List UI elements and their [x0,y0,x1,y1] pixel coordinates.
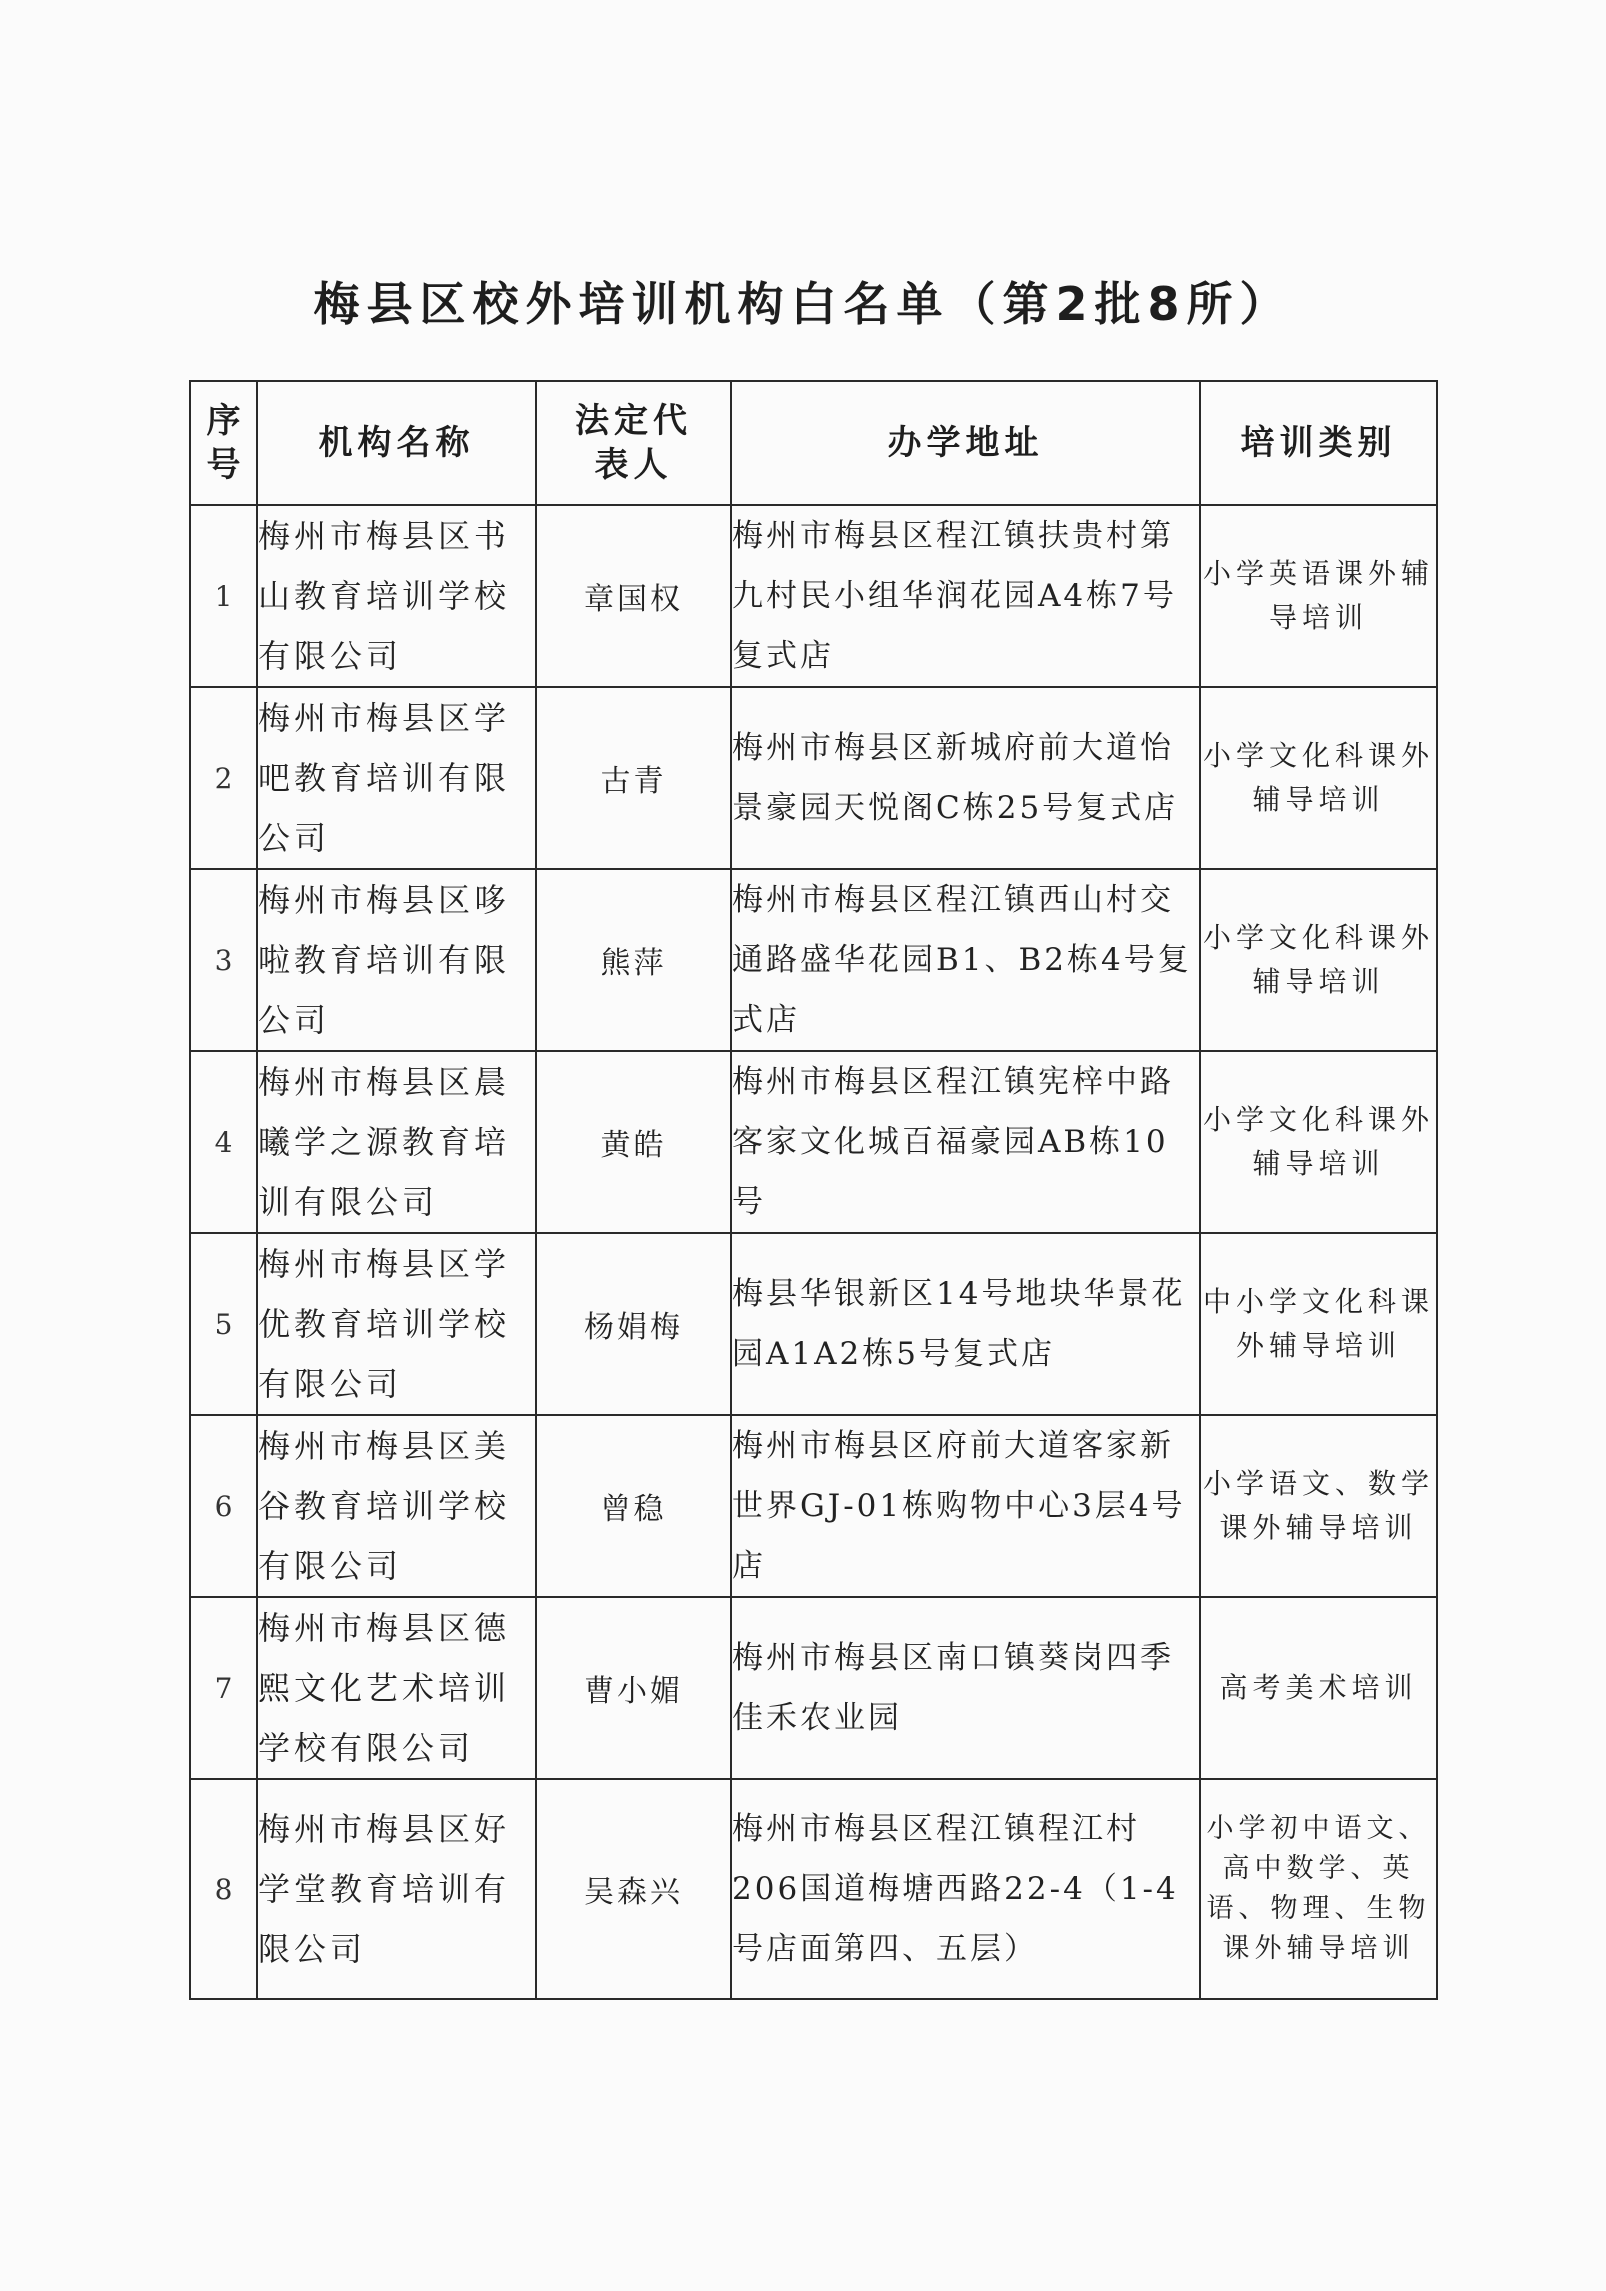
table-row [190,1597,1437,1779]
cell-name: 梅州市梅县区书山教育培训学校有限公司 [257,505,536,687]
header-address: 办学地址 [731,381,1200,505]
cell-address: 梅州市梅县区程江镇程江村206国道梅塘西路22-4（1-4号店面第四、五层） [731,1779,1200,1999]
cell-type: 中小学文化科课外辅导培训 [1200,1233,1437,1415]
cell-name: 梅州市梅县区德熙文化艺术培训学校有限公司 [257,1597,536,1779]
cell-rep: 曹小媚 [536,1597,731,1779]
cell-no: 5 [190,1233,257,1415]
cell-address: 梅州市梅县区程江镇扶贵村第九村民小组华润花园A4栋7号复式店 [731,505,1200,687]
header-name: 机构名称 [257,381,536,505]
table-header-row [190,381,1437,505]
table-row [190,1779,1437,1999]
cell-name: 梅州市梅县区哆啦教育培训有限公司 [257,869,536,1051]
table-row [190,1233,1437,1415]
cell-address: 梅州市梅县区新城府前大道怡景豪园天悦阁C栋25号复式店 [731,687,1200,869]
table-row [190,1051,1437,1233]
header-rep: 法定代表人 [536,381,731,505]
cell-type: 小学初中语文、高中数学、英语、物理、生物课外辅导培训 [1200,1779,1437,1999]
cell-type: 小学英语课外辅导培训 [1200,505,1437,687]
table-row [190,1415,1437,1597]
cell-rep: 熊萍 [536,869,731,1051]
cell-name: 梅州市梅县区美谷教育培训学校有限公司 [257,1415,536,1597]
cell-no: 7 [190,1597,257,1779]
cell-type: 高考美术培训 [1200,1597,1437,1779]
whitelist-table [189,380,1438,2000]
cell-address: 梅州市梅县区程江镇西山村交通路盛华花园B1、B2栋4号复式店 [731,869,1200,1051]
cell-rep: 吴森兴 [536,1779,731,1999]
cell-name: 梅州市梅县区学吧教育培训有限公司 [257,687,536,869]
cell-type: 小学文化科课外辅导培训 [1200,687,1437,869]
table-row [190,687,1437,869]
cell-name: 梅州市梅县区好学堂教育培训有限公司 [257,1779,536,1999]
cell-name: 梅州市梅县区晨曦学之源教育培训有限公司 [257,1051,536,1233]
cell-address: 梅州市梅县区程江镇宪梓中路客家文化城百福豪园AB栋10号 [731,1051,1200,1233]
cell-rep: 黄皓 [536,1051,731,1233]
table-row [190,869,1437,1051]
cell-type: 小学文化科课外辅导培训 [1200,1051,1437,1233]
cell-rep: 曾稳 [536,1415,731,1597]
cell-type: 小学语文、数学课外辅导培训 [1200,1415,1437,1597]
table-row [190,505,1437,687]
cell-type: 小学文化科课外辅导培训 [1200,869,1437,1051]
cell-address: 梅州市梅县区府前大道客家新世界GJ-01栋购物中心3层4号店 [731,1415,1200,1597]
cell-rep: 古青 [536,687,731,869]
cell-address: 梅州市梅县区南口镇葵岗四季佳禾农业园 [731,1597,1200,1779]
cell-address: 梅县华银新区14号地块华景花园A1A2栋5号复式店 [731,1233,1200,1415]
header-type: 培训类别 [1200,381,1437,505]
cell-no: 6 [190,1415,257,1597]
cell-no: 8 [190,1779,257,1999]
cell-no: 1 [190,505,257,687]
cell-name: 梅州市梅县区学优教育培训学校有限公司 [257,1233,536,1415]
header-no: 序号 [190,381,257,505]
cell-no: 2 [190,687,257,869]
cell-no: 4 [190,1051,257,1233]
page-title: 梅县区校外培训机构白名单（第2批8所） [313,277,1293,331]
cell-no: 3 [190,869,257,1051]
cell-rep: 章国权 [536,505,731,687]
cell-rep: 杨娟梅 [536,1233,731,1415]
